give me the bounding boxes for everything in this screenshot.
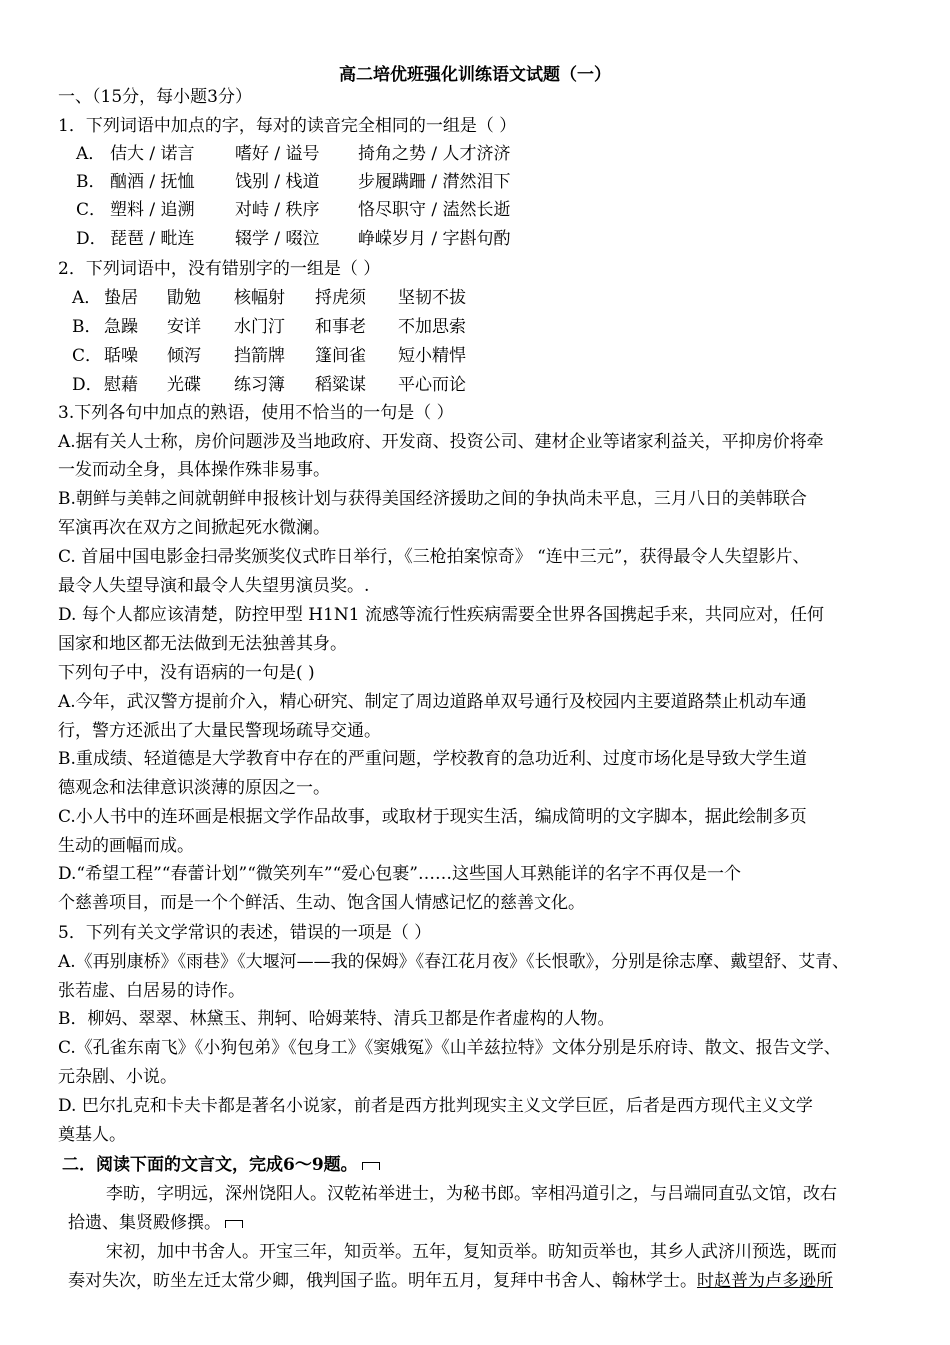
q3-line: A.据有关人士称，房价问题涉及当地政府、开发商、投资公司、建材企业等诸家利益关，平抑房价将牵 (58, 432, 824, 452)
q4-stem: 下列句子中，没有语病的一句是( ) (58, 663, 315, 683)
q3-line: 国家和地区都无法做到无法独善其身。 (58, 634, 347, 654)
q3-stem: 3.下列各句中加点的熟语，使用不恰当的一句是（ ） (58, 403, 454, 423)
q1-option-c-1: 塑料 / 追溯 (110, 200, 195, 220)
q5-line: 奠基人。 (58, 1125, 126, 1145)
q2-stem: 2．下列词语中，没有错别字的一组是（ ） (58, 259, 381, 279)
section1-heading: 一、（15分，每小题3分） (58, 87, 252, 107)
q2-option-d-4: 稻粱谋 (315, 375, 366, 395)
q1-option-b-1: 酗酒 / 抚恤 (110, 172, 195, 192)
passage-para1-line-text: 拾遗、集贤殿修撰。 (68, 1213, 221, 1233)
q4-line: B.重成绩、轻道德是大学教育中存在的严重问题，学校教育的急功近利、过度市场化是导致大学生道 (58, 749, 807, 769)
q4-line: 个慈善项目，而是一个个鲜活、生动、饱含国人情感记忆的慈善文化。 (58, 893, 585, 913)
q2-option-b-3: 水门汀 (234, 317, 285, 337)
q1-option-a-1: 佶大 / 诺言 (110, 144, 195, 164)
q1-option-d-3: 峥嵘岁月 / 字斟句酌 (358, 229, 511, 249)
q5-line: C.《孔雀东南飞》《小狗包弟》《包身工》《窦娥冤》《山羊兹拉特》文体分别是乐府诗、散文、报告文学、 (58, 1038, 841, 1058)
q5-line: D. 巴尔扎克和卡夫卡都是著名小说家，前者是西方批判现实主义文学巨匠，后者是西方现代主义文学 (58, 1096, 813, 1116)
anchor-mark-icon (225, 1220, 243, 1228)
passage-para1-line: 李昉，字明远，深州饶阳人。汉乾祐举进士，为秘书郎。宰相冯道引之，与吕端同直弘文馆，改右 (106, 1184, 837, 1204)
passage-para2-line (68, 1270, 894, 1292)
q1-option-a-2: 嗜好 / 谥号 (235, 144, 320, 164)
passage-para2-line: 宋初，加中书舍人。开宝三年，知贡举。五年，复知贡举。昉知贡举也，其乡人武济川预选，既而 (106, 1242, 837, 1262)
q2-option-a-label: A． (72, 288, 102, 308)
q2-option-d-3: 练习簿 (234, 375, 285, 395)
q2-option-c-2: 倾泻 (167, 346, 201, 366)
section2-heading (62, 1154, 894, 1176)
q1-option-d-1: 琵琶 / 毗连 (110, 229, 195, 249)
q2-option-c-1: 聒噪 (104, 346, 138, 366)
q2-option-b-4: 和事老 (315, 317, 366, 337)
q3-line: 一发而动全身，具体操作殊非易事。 (58, 460, 330, 480)
q2-option-d-2: 光碟 (167, 375, 201, 395)
q4-line: 行，警方还派出了大量民警现场疏导交通。 (58, 721, 381, 741)
q1-option-c-2: 对峙 / 秩序 (235, 200, 320, 220)
q1-option-b-2: 饯别 / 栈道 (235, 172, 320, 192)
q2-option-d-5: 平心而论 (398, 375, 466, 395)
q4-line: 生动的画幅而成。 (58, 836, 194, 856)
q2-option-a-2: 勖勉 (167, 288, 201, 308)
q2-option-c-4: 篷间雀 (315, 346, 366, 366)
q1-option-a-3: 掎角之势 / 人才济济 (358, 144, 511, 164)
q2-option-a-4: 捋虎须 (315, 288, 366, 308)
q5-line: B．柳妈、翠翠、林黛玉、荆轲、哈姆莱特、清兵卫都是作者虚构的人物。 (58, 1009, 615, 1029)
section2-heading-text: 二．阅读下面的文言文，完成6～9题。 (62, 1155, 358, 1175)
q2-option-b-label: B． (72, 317, 102, 337)
q2-option-b-2: 安详 (167, 317, 201, 337)
passage-para1-line (68, 1212, 894, 1234)
anchor-mark-icon (362, 1162, 380, 1170)
q2-option-a-3: 核幅射 (234, 288, 285, 308)
q3-line: C. 首届中国电影金扫帚奖颁奖仪式昨日举行，《三枪拍案惊奇》 “连中三元”，获得最令人失望影片、 (58, 547, 810, 567)
q1-option-c-label: C． (76, 200, 107, 220)
q5-stem: 5．下列有关文学常识的表述，错误的一项是（ ） (58, 923, 432, 943)
q4-line: D.“希望工程”“春蕾计划”“微笑列车”“爱心包裹”……这些国人耳熟能详的名字不再仅是一个 (58, 864, 741, 884)
q2-option-c-3: 挡箭牌 (234, 346, 285, 366)
q3-line: B.朝鲜与美韩之间就朝鲜申报核计划与获得美国经济援助之间的争执尚未平息，三月八日的美韩联合 (58, 489, 807, 509)
q3-line: 军演再次在双方之间掀起死水微澜。 (58, 518, 330, 538)
q3-line: D. 每个人都应该清楚，防控甲型 H1N1 流感等流行性疾病需要全世界各国携起手来，共同应对，任何 (58, 605, 824, 625)
q4-line: A.今年，武汉警方提前介入，精心研究、制定了周边道路单双号通行及校园内主要道路禁止机动车通 (58, 692, 807, 712)
q2-option-d-1: 慰藉 (104, 375, 138, 395)
q2-option-b-1: 急躁 (104, 317, 138, 337)
q2-option-c-label: C． (72, 346, 103, 366)
q2-option-b-5: 不加思索 (398, 317, 466, 337)
underlined-text: 时赵普为卢多逊所 (697, 1271, 833, 1291)
q3-line: 最令人失望导演和最令人失望男演员奖。. (58, 576, 370, 596)
q4-line: 德观念和法律意识淡薄的原因之一。 (58, 778, 330, 798)
q2-option-d-label: D． (72, 375, 103, 395)
q2-option-a-5: 坚韧不拔 (398, 288, 466, 308)
q1-option-d-2: 辍学 / 啜泣 (235, 229, 320, 249)
q1-option-b-3: 步履蹒跚 / 潸然泪下 (358, 172, 511, 192)
page-title: 高二培优班强化训练语文试题（一） (339, 65, 611, 85)
q1-option-c-3: 恪尽职守 / 溘然长逝 (358, 200, 511, 220)
q5-line: 张若虚、白居易的诗作。 (58, 981, 245, 1001)
q5-line: 元杂剧、小说。 (58, 1067, 177, 1087)
q2-option-c-5: 短小精悍 (398, 346, 466, 366)
q5-line: A.《再别康桥》《雨巷》《大堰河——我的保姆》《春江花月夜》《长恨歌》，分别是徐志摩、戴望舒、艾青、 (58, 952, 850, 972)
passage-para2-line-text: 奏对失次，昉坐左迁太常少卿，俄判国子监。明年五月，复拜中书舍人、翰林学士。 (68, 1271, 697, 1291)
q1-stem: 1．下列词语中加点的字，每对的读音完全相同的一组是（ ） (58, 116, 517, 136)
q1-option-b-label: B． (76, 172, 106, 192)
q1-option-a-label: A． (76, 144, 106, 164)
q4-line: C.小人书中的连环画是根据文学作品故事，或取材于现实生活，编成简明的文字脚本，据此绘制多页 (58, 807, 807, 827)
q2-option-a-1: 蛰居 (104, 288, 138, 308)
q1-option-d-label: D． (76, 229, 107, 249)
